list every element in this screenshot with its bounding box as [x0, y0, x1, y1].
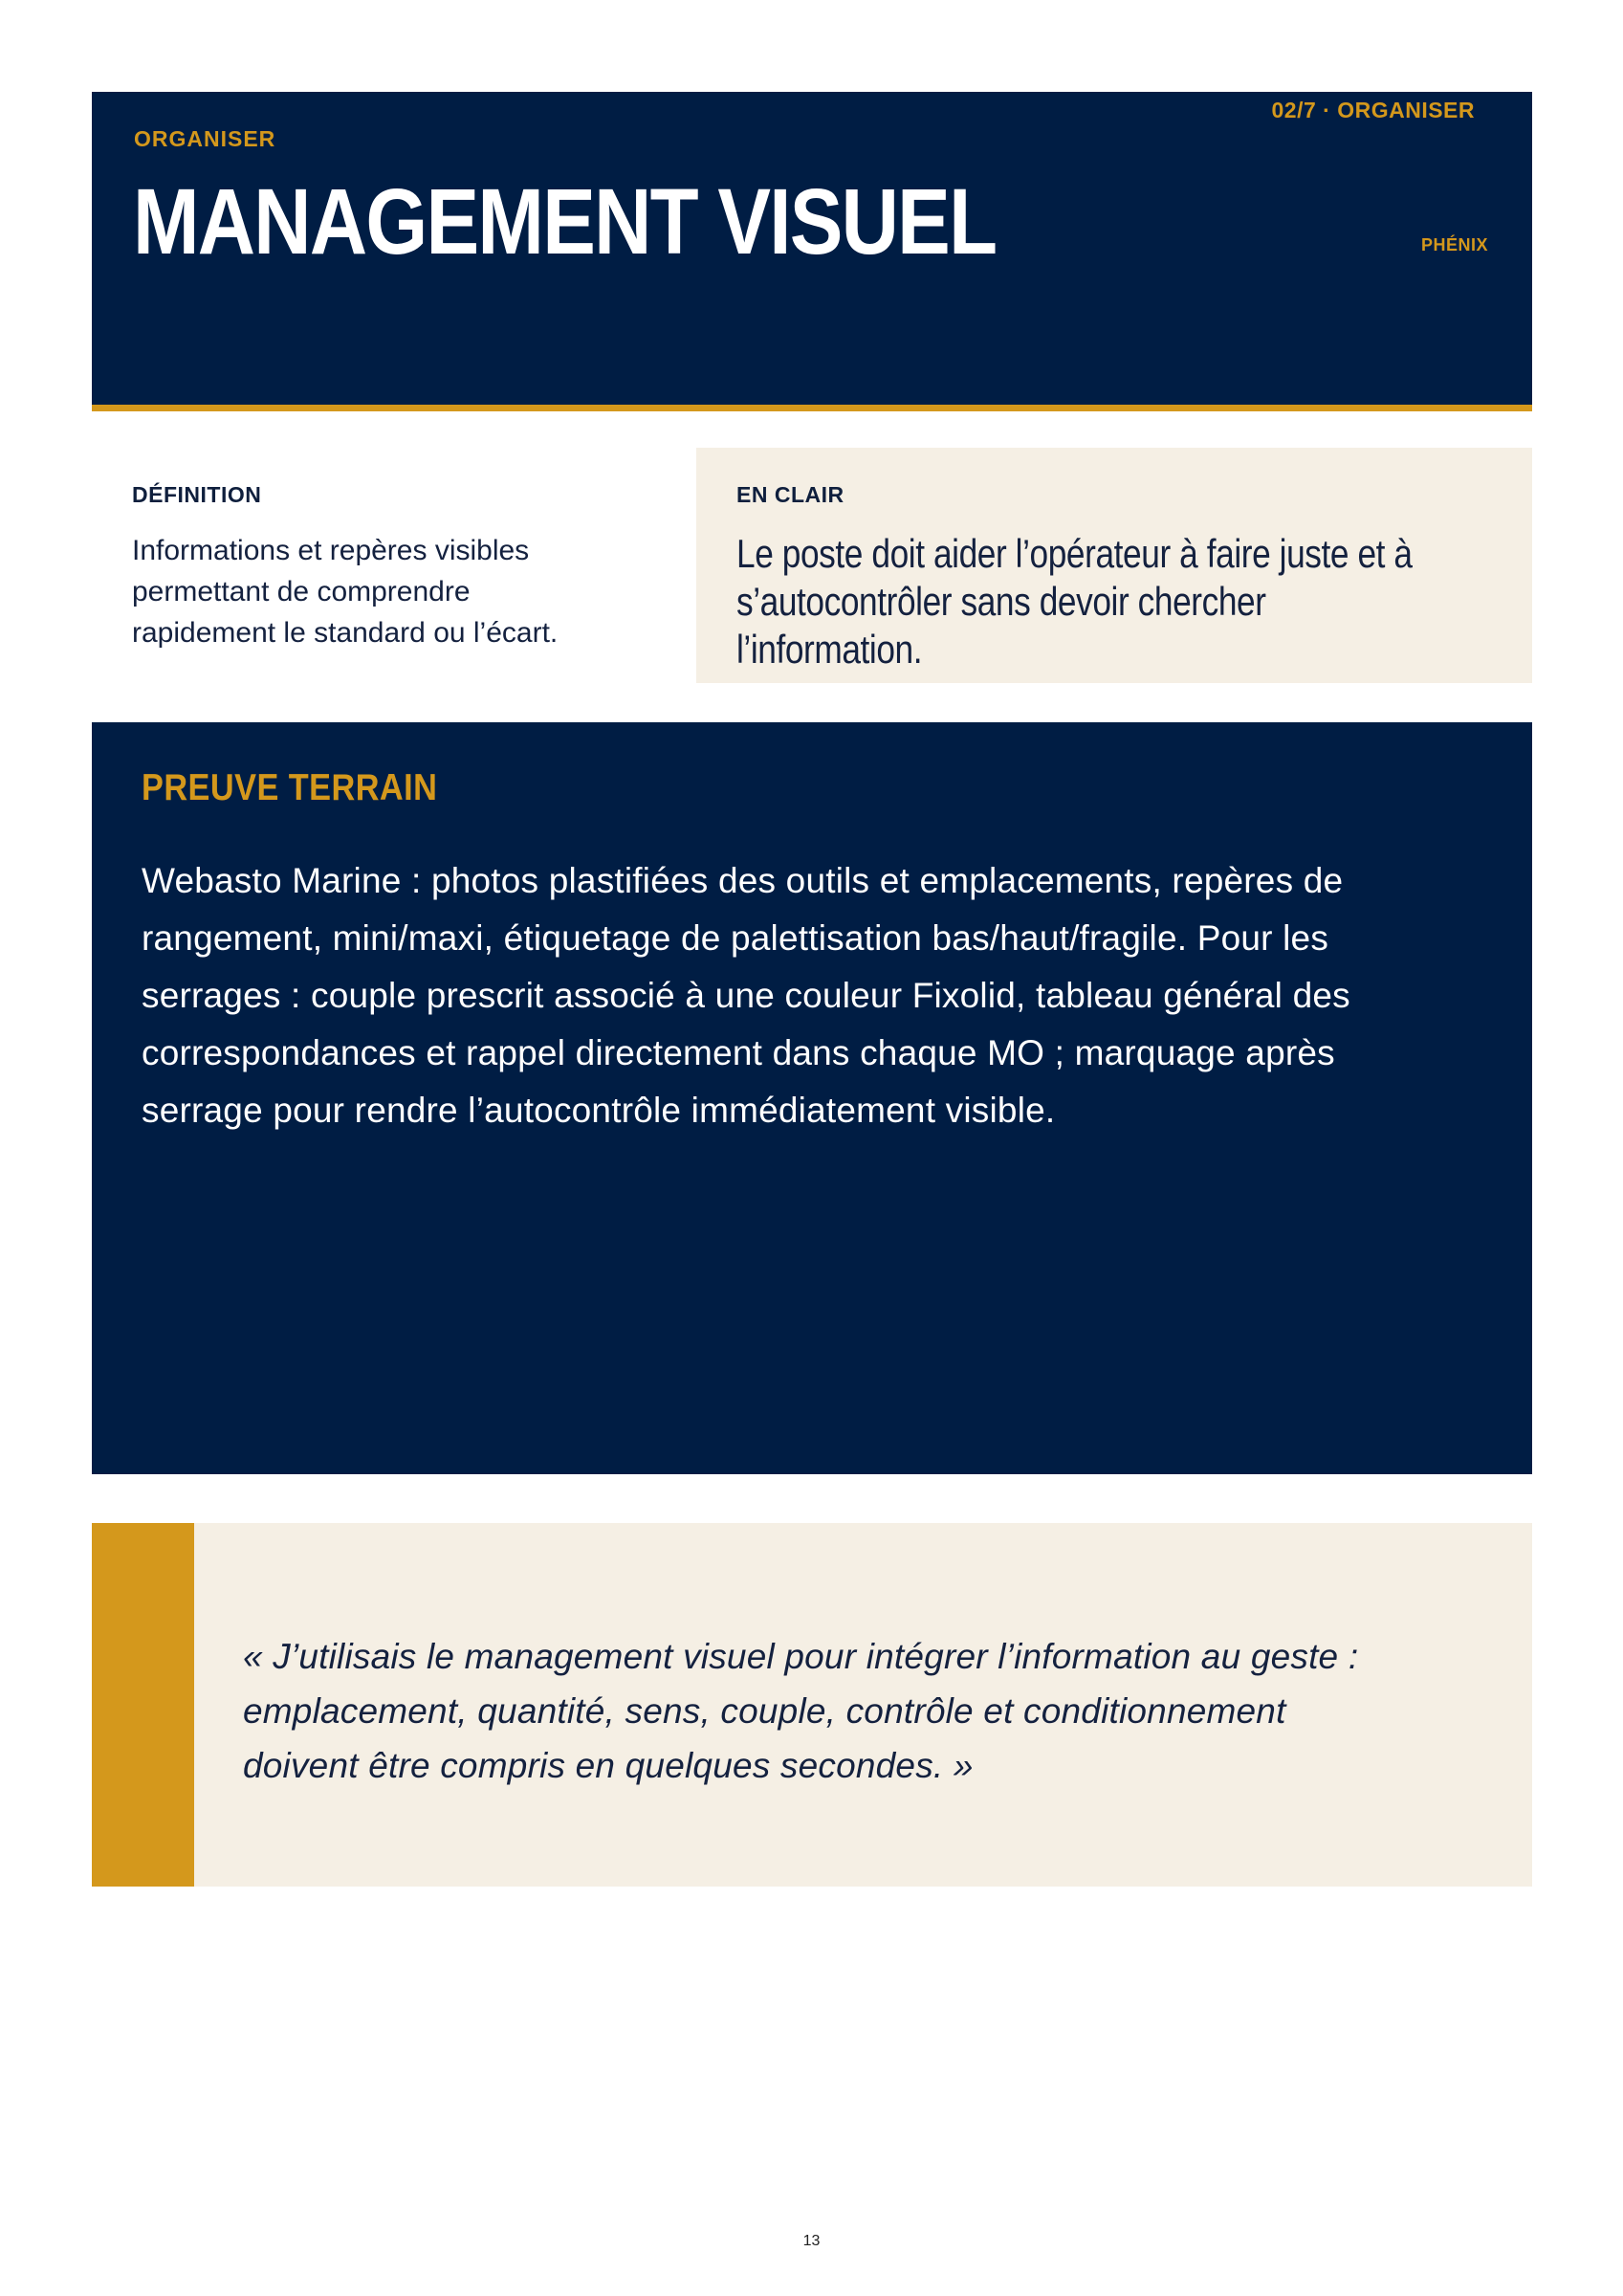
- page-title: MANAGEMENT VISUEL: [133, 169, 997, 274]
- preuve-line: serrages : couple prescrit associé à une couleur Fixolid, tableau général des: [142, 976, 1350, 1015]
- header-divider: [92, 405, 1532, 411]
- preuve-line: correspondances et rappel directement dans chaque MO ; marquage après: [142, 1033, 1335, 1072]
- en-clair-label: EN CLAIR: [736, 482, 844, 507]
- definition-label: DÉFINITION: [132, 482, 262, 507]
- preuve-line: Webasto Marine : photos plastifiées des outils et emplacements, repères de: [142, 861, 1344, 900]
- en-clair-card: [696, 448, 1532, 683]
- page-number: 13: [802, 2233, 821, 2249]
- definition-card: [92, 448, 685, 683]
- quote-text: [243, 1629, 1486, 1793]
- preuve-line: rangement, mini/maxi, étiquetage de palettisation bas/haut/fragile. Pour les: [142, 918, 1329, 958]
- section-page-tag: 02/7 · ORGANISER: [1271, 98, 1475, 122]
- en-clair-line: s’autocontrôler sans devoir chercher l’information.: [736, 579, 1266, 672]
- en-clair-line: Le poste doit aider l’opérateur à faire juste et à: [736, 531, 1413, 576]
- definition-line: Informations et repères visibles: [132, 535, 530, 566]
- definition-line: rapidement le standard ou l’écart.: [132, 617, 559, 649]
- preuve-terrain-heading: PREUVE TERRAIN: [142, 767, 438, 808]
- quote-line: « J’utilisais le management visuel pour intégrer l’information au geste :: [243, 1637, 1359, 1676]
- en-clair-text: [736, 530, 1427, 673]
- preuve-terrain-panel: [92, 722, 1532, 1474]
- header-banner: [92, 92, 1532, 405]
- brand-label: PHÉNIX: [1420, 235, 1488, 254]
- definition-line: permettant de comprendre: [132, 576, 471, 607]
- definition-text: [132, 530, 629, 653]
- preuve-line: serrage pour rendre l’autocontrôle immédiatement visible.: [142, 1091, 1056, 1130]
- quote-line: doivent être compris en quelques secondes. »: [243, 1746, 974, 1785]
- quote-block: [92, 1523, 1532, 1887]
- section-kicker: ORGANISER: [134, 126, 276, 151]
- preuve-terrain-text: [142, 852, 1480, 1139]
- quote-line: emplacement, quantité, sens, couple, contrôle et conditionnement: [243, 1691, 1286, 1731]
- quote-accent-bar: [92, 1523, 194, 1887]
